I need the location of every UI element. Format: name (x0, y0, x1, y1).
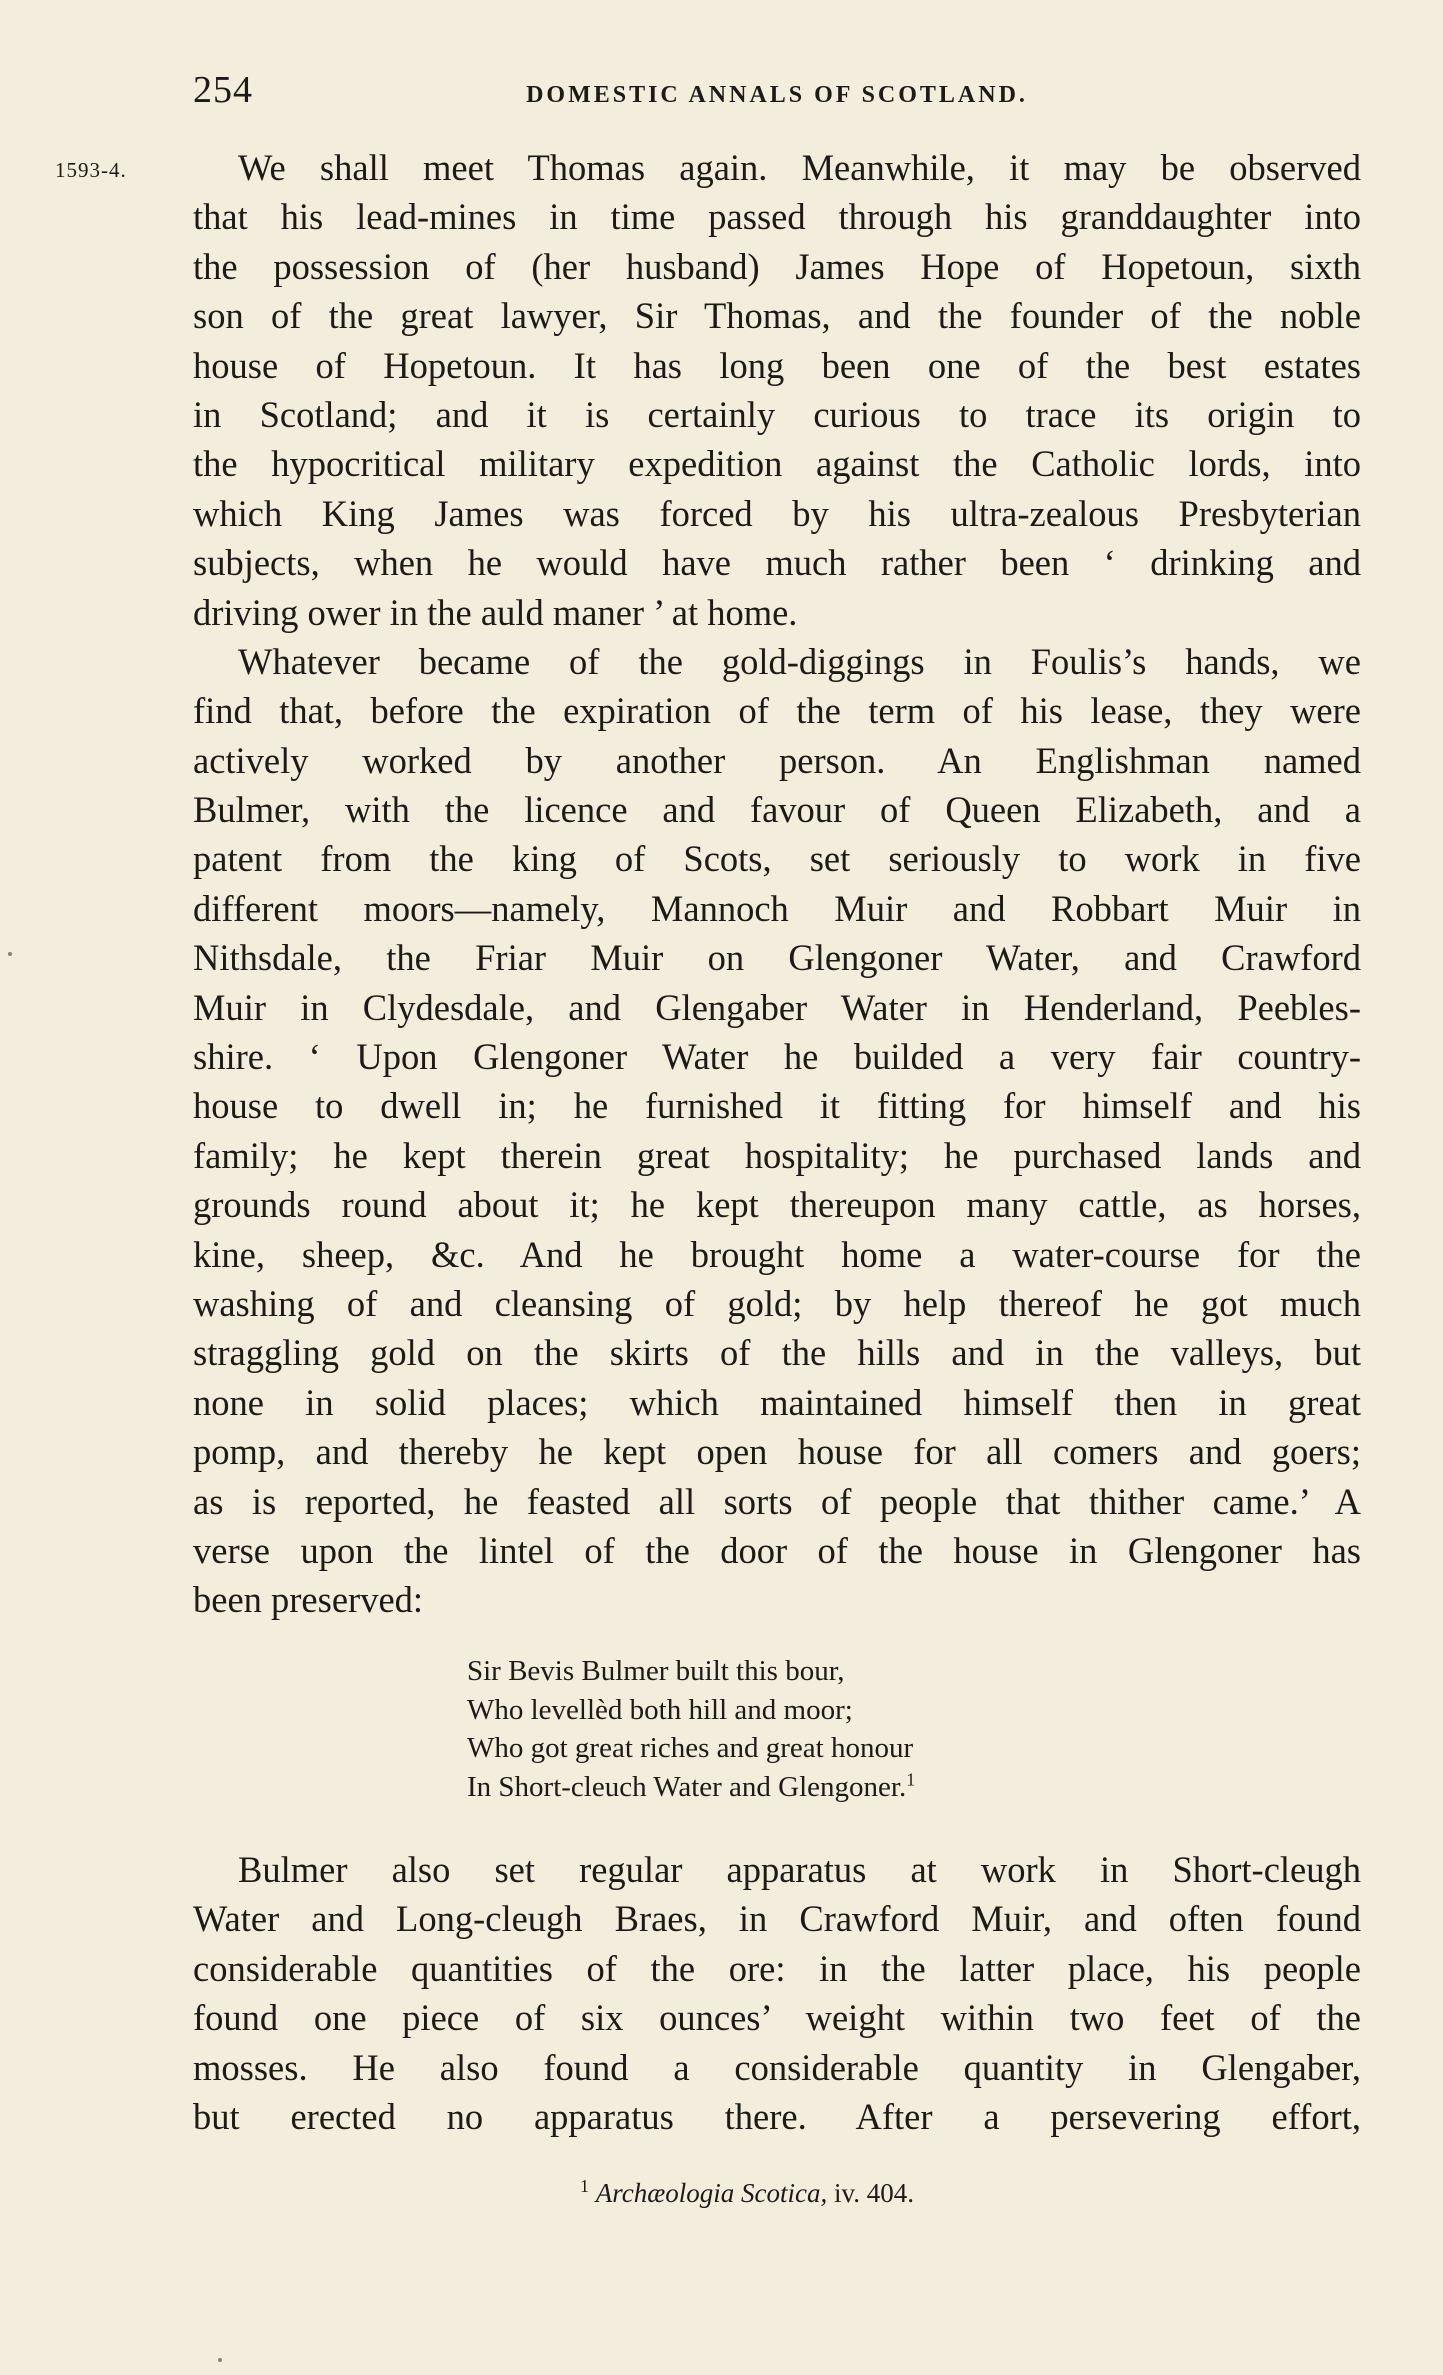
text-line: mosses. He also found a considerable quantity in Glengaber, (193, 2046, 1361, 2088)
text-line: grounds round about it; he kept thereupon many cattle, as horses, (193, 1184, 1361, 1226)
verse-line (467, 1768, 915, 1807)
text-line: subjects, when he would have much rather been ‘ drinking and (193, 542, 1361, 584)
verse-block (467, 1652, 915, 1806)
text-line: been preserved: (193, 1579, 424, 1621)
text-line: kine, sheep, &c. And he brought home a water-course for the (193, 1233, 1361, 1275)
verse-line-text: In Short-cleuch Water and Glengoner. (467, 1770, 907, 1803)
text-line: that his lead-mines in time passed through his granddaughter into (193, 196, 1361, 238)
body-text-upper (193, 143, 1361, 1625)
body-text-lower (193, 1845, 1361, 2141)
footnote-ref: iv. 404. (833, 2178, 914, 2208)
footnote-title: Archæologia Scotica, (595, 2178, 828, 2208)
margin-date: 1593-4. (55, 158, 127, 182)
text-line: patent from the king of Scots, set seriously to work in five (193, 838, 1361, 880)
text-line: Water and Long-cleugh Braes, in Crawford Muir, and often found (193, 1898, 1361, 1940)
text-line: Muir in Clydesdale, and Glengaber Water in Henderland, Peebles- (193, 986, 1361, 1028)
footnote (580, 2178, 914, 2209)
text-line: the possession of (her husband) James Hope of Hopetoun, sixth (193, 245, 1361, 287)
text-line: Bulmer also set regular apparatus at work in Short-cleugh (238, 1849, 1361, 1890)
paper-speck (8, 952, 12, 956)
text-line: straggling gold on the skirts of the hills and in the valleys, but (193, 1332, 1361, 1374)
text-line: but erected no apparatus there. After a persevering effort, (193, 2095, 1361, 2137)
page-header (193, 68, 1361, 128)
text-line: actively worked by another person. An Englishman named (193, 739, 1361, 781)
text-line: different moors—namely, Mannoch Muir and Robbart Muir in (193, 887, 1361, 929)
page-number: 254 (193, 69, 253, 111)
running-head: DOMESTIC ANNALS OF SCOTLAND. (526, 82, 1028, 108)
text-line: find that, before the expiration of the term of his lease, they were (193, 690, 1361, 732)
text-line: the hypocritical military expedition against the Catholic lords, into (193, 443, 1361, 485)
text-line: which King James was forced by his ultra-zealous Presbyterian (193, 492, 1361, 534)
text-line: pomp, and thereby he kept open house for all comers and goers; (193, 1431, 1361, 1473)
verse-line: Who levellèd both hill and moor; (467, 1693, 853, 1726)
footnote-mark: 1 (906, 1768, 916, 1789)
text-line: house of Hopetoun. It has long been one of the best estates (193, 344, 1361, 386)
text-line: house to dwell in; he furnished it fitting for himself and his (193, 1085, 1361, 1127)
footnote-number: 1 (580, 2176, 589, 2196)
text-line: washing of and cleansing of gold; by help thereof he got much (193, 1282, 1361, 1324)
verse-line: Who got great riches and great honour (467, 1732, 914, 1764)
text-line: none in solid places; which maintained himself then in great (193, 1381, 1361, 1423)
text-line: considerable quantities of the ore: in the latter place, his people (193, 1947, 1361, 1989)
text-line: family; he kept therein great hospitality; he purchased lands and (193, 1134, 1361, 1176)
paper-speck (218, 2358, 222, 2362)
text-line: driving ower in the auld maner ’ at home. (193, 591, 798, 633)
text-line: Nithsdale, the Friar Muir on Glengoner Water, and Crawford (193, 937, 1361, 979)
text-line: found one piece of six ounces’ weight within two feet of the (193, 1997, 1361, 2039)
text-line: verse upon the lintel of the door of the house in Glengoner has (193, 1529, 1361, 1571)
text-line: in Scotland; and it is certainly curious to trace its origin to (193, 393, 1361, 435)
text-line: shire. ‘ Upon Glengoner Water he builded a very fair country- (193, 1036, 1361, 1078)
text-line: son of the great lawyer, Sir Thomas, and the founder of the noble (193, 295, 1361, 337)
text-line: Bulmer, with the licence and favour of Queen Elizabeth, and a (193, 789, 1361, 831)
verse-line: Sir Bevis Bulmer built this bour, (467, 1655, 845, 1687)
text-line: We shall meet Thomas again. Meanwhile, it may be observed (238, 147, 1361, 188)
text-line: Whatever became of the gold-diggings in Foulis’s hands, we (238, 640, 1361, 682)
text-line: as is reported, he feasted all sorts of people that thither came.’ A (193, 1480, 1361, 1522)
